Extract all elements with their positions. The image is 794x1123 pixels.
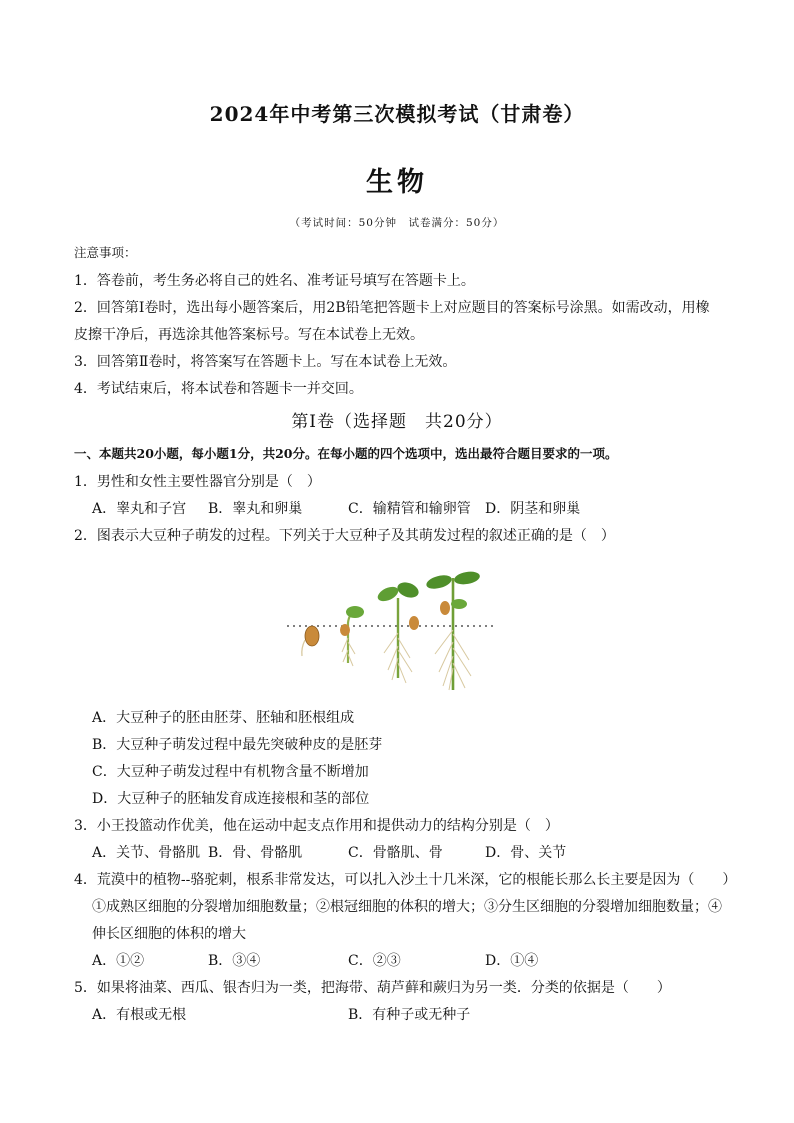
q4-option-c: C．②③: [348, 953, 401, 969]
question-3-stem: 3．小王投篮动作优美，他在运动中起支点作用和提供动力的结构分别是（ ）: [74, 818, 559, 834]
note-item: 皮擦干净后，再选涂其他答案标号。写在本试卷上无效。: [74, 327, 424, 343]
q1-option-a: A．睾丸和子宫: [92, 501, 187, 517]
section-title: 第Ⅰ卷（选择题 共20分）: [291, 412, 503, 432]
question-4-stem: 4．荒漠中的植物--骆驼刺，根系非常发达，可以扎入沙土十几米深，它的根能长那么长主要是因为（ ）: [74, 872, 737, 888]
q2-option-c: C．大豆种子萌发过程中有机物含量不断增加: [92, 764, 369, 780]
q3-option-a: A．关节、骨骼肌: [92, 845, 201, 861]
q2-option-a: A．大豆种子的胚由胚芽、胚轴和胚根组成: [92, 710, 355, 726]
q4-option-a: A．①②: [92, 953, 145, 969]
note-item: 1．答卷前，考生务必将自己的姓名、准考证号填写在答题卡上。: [74, 273, 475, 289]
note-item: 2．回答第Ⅰ卷时，选出每小题答案后，用2B铅笔把答题卡上对应题目的答案标号涂黑。如需改动，用橡: [74, 300, 710, 316]
question-2-stem: 2．图表示大豆种子萌发的过程。下列关于大豆种子及其萌发过程的叙述正确的是（ ）: [74, 528, 615, 544]
notes-heading: 注意事项：: [74, 245, 137, 260]
q2-option-d: D．大豆种子的胚轴发育成连接根和茎的部位: [92, 791, 370, 807]
q5-option-a: A．有根或无根: [92, 1007, 187, 1023]
q5-option-b: B．有种子或无种子: [348, 1007, 471, 1023]
section-instruction: 一、本题共20小题，每小题1分，共20分。在每小题的四个选项中，选出最符合题目要求的一项。: [74, 446, 618, 461]
exam-info: （考试时间：50分钟 试卷满分：50分）: [289, 217, 505, 229]
note-item: 4．考试结束后，将本试卷和答题卡一并交回。: [74, 381, 363, 397]
soybean-germination-illustration: [285, 568, 500, 693]
q3-option-d: D．骨、关节: [485, 845, 567, 861]
question-1-stem: 1．男性和女性主要性器官分别是（ ）: [74, 474, 321, 490]
question-5-stem: 5．如果将油菜、西瓜、银杏归为一类，把海带、葫芦藓和蕨归为另一类．分类的依据是（ ）: [74, 980, 671, 996]
note-item: 3．回答第Ⅱ卷时，将答案写在答题卡上。写在本试卷上无效。: [74, 354, 457, 370]
subject-title: 生物: [366, 167, 428, 198]
q4-option-b: B．③④: [208, 953, 261, 969]
q2-option-b: B．大豆种子萌发过程中最先突破种皮的是胚芽: [92, 737, 383, 753]
q1-option-d: D．阴茎和卵巢: [485, 501, 581, 517]
q3-option-b: B．骨、骨骼肌: [208, 845, 303, 861]
question-4-stem-line: ①成熟区细胞的分裂增加细胞数量；②根冠细胞的体积的增大；③分生区细胞的分裂增加细胞数量；④: [92, 899, 722, 915]
q3-option-c: C．骨骼肌、骨: [348, 845, 443, 861]
q1-option-c: C．输精管和输卵管: [348, 501, 471, 517]
q4-option-d: D．①④: [485, 953, 539, 969]
q1-option-b: B．睾丸和卵巢: [208, 501, 303, 517]
exam-title: 2024年中考第三次模拟考试（甘肃卷）: [209, 102, 585, 126]
question-4-stem-line: 伸长区细胞的体积的增大: [92, 926, 246, 942]
